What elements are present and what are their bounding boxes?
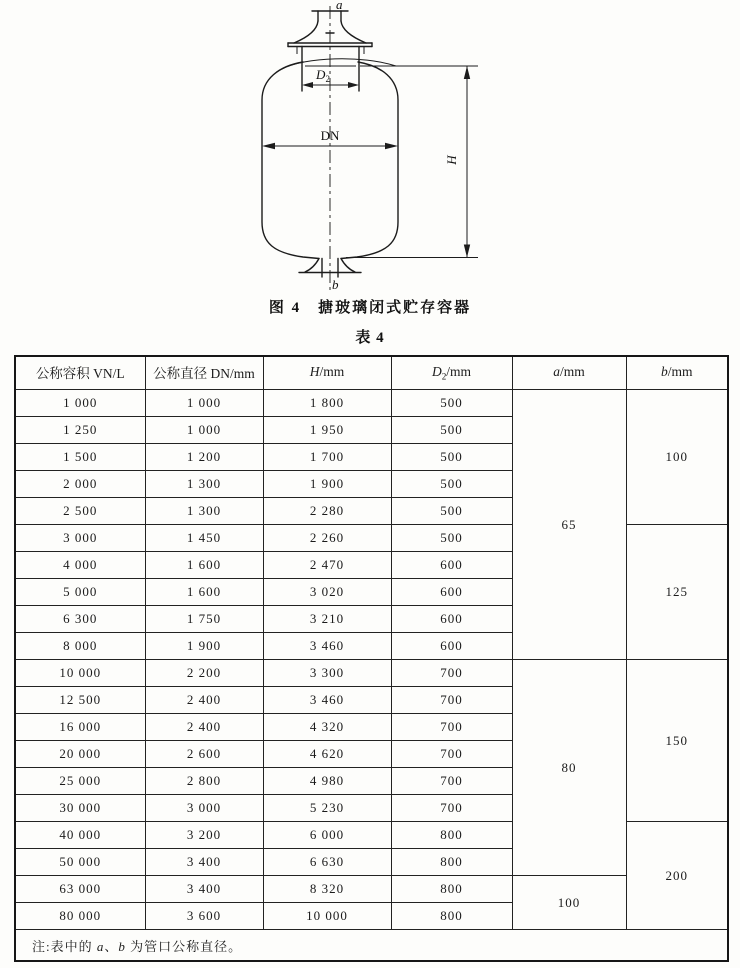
table-cell: 1 950 [263, 417, 391, 444]
table-cell: 1 700 [263, 444, 391, 471]
figure-caption: 图 4 搪玻璃闭式贮存容器 [268, 300, 472, 316]
table-cell: 6 000 [263, 822, 391, 849]
table-cell: 700 [391, 741, 512, 768]
table-cell: 500 [391, 525, 512, 552]
table-cell: 1 900 [263, 471, 391, 498]
table-cell: 2 400 [145, 687, 263, 714]
table-cell: 25 000 [15, 768, 145, 795]
table-cell: 1 300 [145, 498, 263, 525]
table-cell: 3 000 [145, 795, 263, 822]
table-cell-b-merged: 150 [626, 660, 728, 822]
table-cell: 50 000 [15, 849, 145, 876]
header-cell-diameter: 公称直径 DN/mm [145, 356, 263, 390]
table-cell: 600 [391, 579, 512, 606]
table-cell: 2 280 [263, 498, 391, 525]
table-cell: 5 000 [15, 579, 145, 606]
table-cell: 3 400 [145, 876, 263, 903]
table-cell: 600 [391, 552, 512, 579]
table-cell: 10 000 [263, 903, 391, 930]
table-cell-b-merged: 100 [626, 390, 728, 525]
table-cell: 2 500 [15, 498, 145, 525]
dn-label: DN [320, 128, 340, 143]
table-cell: 2 400 [145, 714, 263, 741]
table-cell: 2 800 [145, 768, 263, 795]
table-cell: 1 900 [145, 633, 263, 660]
header-cell-b: b/mm [626, 356, 728, 390]
table-cell: 700 [391, 687, 512, 714]
table-cell-a-merged: 80 [512, 660, 626, 876]
table-row [15, 876, 728, 903]
table-cell: 700 [391, 795, 512, 822]
table-cell: 3 400 [145, 849, 263, 876]
figure-drawing [0, 0, 740, 292]
table-cell: 500 [391, 444, 512, 471]
header-cell-d2: $D_2/mm$ [391, 356, 512, 390]
table-cell: 1 800 [263, 390, 391, 417]
label-b: b [332, 277, 339, 292]
table-cell: 600 [391, 633, 512, 660]
table-cell: 1 450 [145, 525, 263, 552]
table-cell: 1 250 [15, 417, 145, 444]
table-cell: 4 000 [15, 552, 145, 579]
table-cell: 700 [391, 768, 512, 795]
table-cell: 4 620 [263, 741, 391, 768]
label-a: a [336, 0, 343, 12]
table-cell: 1 000 [15, 390, 145, 417]
table-cell: 3 020 [263, 579, 391, 606]
table-cell: 800 [391, 849, 512, 876]
header-cell-h: H/mm [263, 356, 391, 390]
table-header-row [15, 356, 728, 390]
table-cell: 1 500 [15, 444, 145, 471]
table-cell: 800 [391, 903, 512, 930]
table-cell: 5 230 [263, 795, 391, 822]
table-cell: 63 000 [15, 876, 145, 903]
table-cell: 700 [391, 660, 512, 687]
table-cell: 2 470 [263, 552, 391, 579]
table-cell: 1 000 [145, 390, 263, 417]
table-cell: 1 750 [145, 606, 263, 633]
table-cell: 2 260 [263, 525, 391, 552]
table-cell: 3 300 [263, 660, 391, 687]
table-cell: 6 630 [263, 849, 391, 876]
table-note: 注:表中的 a、b 为管口公称直径。 [15, 930, 728, 962]
table-cell: 700 [391, 714, 512, 741]
h-label: H [444, 155, 459, 165]
table-cell-b-merged: 200 [626, 822, 728, 930]
table-cell: 1 600 [145, 579, 263, 606]
table-note-row [15, 930, 728, 962]
header-cell-volume: 公称容积 VN/L [15, 356, 145, 390]
table-cell: 8 000 [15, 633, 145, 660]
table-cell: 4 980 [263, 768, 391, 795]
table-cell: 1 600 [145, 552, 263, 579]
table-cell: 500 [391, 471, 512, 498]
table-cell: 2 000 [15, 471, 145, 498]
d2-label: $D_2$ [316, 67, 330, 84]
table-cell: 500 [391, 417, 512, 444]
table-cell-a-merged: 100 [512, 876, 626, 930]
table-cell: 3 460 [263, 687, 391, 714]
figure-area [0, 0, 740, 292]
table-cell: 40 000 [15, 822, 145, 849]
table-cell: 3 210 [263, 606, 391, 633]
table-cell: 600 [391, 606, 512, 633]
table-cell: 500 [391, 390, 512, 417]
table-cell: 16 000 [15, 714, 145, 741]
table-row [15, 390, 728, 417]
table-cell: 20 000 [15, 741, 145, 768]
table-cell: 8 320 [263, 876, 391, 903]
table-cell: 800 [391, 876, 512, 903]
table-title: 表 4 [355, 330, 385, 346]
table-cell: 1 200 [145, 444, 263, 471]
table-cell: 3 600 [145, 903, 263, 930]
table-cell: 800 [391, 822, 512, 849]
table-cell: 3 000 [15, 525, 145, 552]
table-cell: 3 200 [145, 822, 263, 849]
table-cell: 3 460 [263, 633, 391, 660]
table-cell: 2 600 [145, 741, 263, 768]
table-cell-b-merged: 125 [626, 525, 728, 660]
header-cell-a: a/mm [512, 356, 626, 390]
table-cell: 1 000 [145, 417, 263, 444]
table-body [15, 390, 728, 930]
table-cell: 2 200 [145, 660, 263, 687]
table-cell: 12 500 [15, 687, 145, 714]
table-cell: 4 320 [263, 714, 391, 741]
table-row [15, 660, 728, 687]
table-cell: 80 000 [15, 903, 145, 930]
table-cell: 500 [391, 498, 512, 525]
table-cell-a-merged: 65 [512, 390, 626, 660]
top-head-arc [282, 59, 396, 69]
table-cell: 30 000 [15, 795, 145, 822]
table-cell: 1 300 [145, 471, 263, 498]
table-cell: 10 000 [15, 660, 145, 687]
data-table [14, 355, 729, 962]
table-cell: 6 300 [15, 606, 145, 633]
